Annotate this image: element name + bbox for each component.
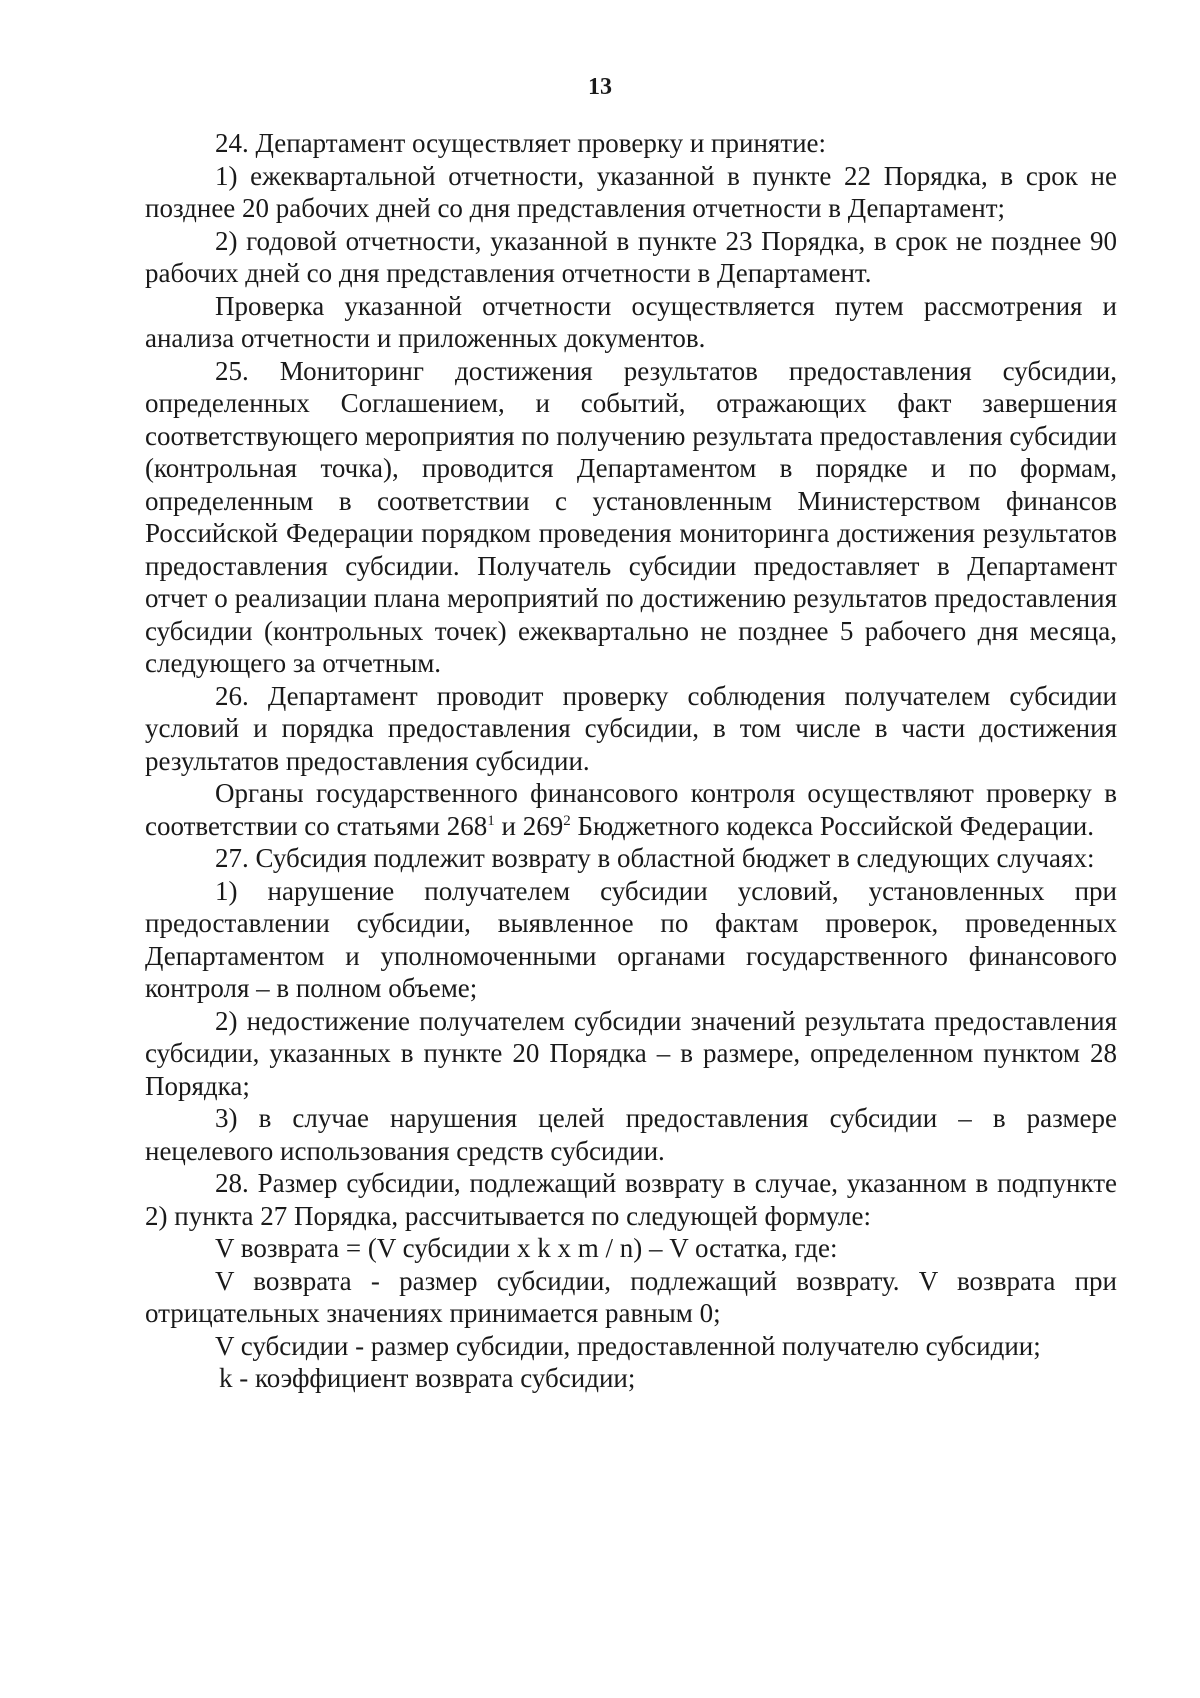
paragraph-24-check: Проверка указанной отчетности осуществляется путем рассмотрения и анализа отчетности и приложенных документов. bbox=[145, 290, 1117, 353]
formula-definition-v-subsidy: V субсидии - размер субсидии, предоставленной получателю субсидии; bbox=[215, 1330, 1041, 1361]
paragraph-24-item-2: 2) годовой отчетности, указанной в пункте 23 Порядка, в срок не позднее 90 рабочих дней со дня представления отчетности в Департамент. bbox=[145, 225, 1117, 288]
formula-definition-v-return: V возврата - размер субсидии, подлежащий возврату. V возврата при отрицательных значениях принимается равным 0; bbox=[145, 1265, 1117, 1328]
document-body bbox=[145, 127, 1117, 1395]
articles-text-before: Органы государственного финансового контроля осуществляют проверку в соответствии со статьями 268 bbox=[145, 778, 1117, 841]
paragraph-28: 28. Размер субсидии, подлежащий возврату в случае, указанном в подпункте 2) пункта 27 Порядка, рассчитывается по следующей формуле: bbox=[145, 1168, 1117, 1231]
articles-text-after: Бюджетного кодекса Российской Федерации. bbox=[570, 810, 1094, 841]
paragraph-27-item-1: 1) нарушение получателем субсидии условий, установленных при предоставлении субсидии, выявленное по фактам проверок, проведенных Департаментом и уполномоченными органами государственного финансового контроля – в полном объеме; bbox=[145, 875, 1117, 1003]
paragraph-25: 25. Мониторинг достижения результатов предоставления субсидии, определенных Соглашением, и событий, отражающих факт завершения соответствующего мероприятия по получению результата предоставления субсидии (контрольная точка), проводится Департаментом в порядке и по формам, определенным в соответствии с установленным Министерством финансов Российской Федерации порядком проведения мониторинга достижения результатов предоставления субсидии. Получатель субсидии предоставляет в Департамент отчет о реализации плана мероприятий по достижению результатов предоставления субсидии (контрольных точек) ежеквартально не позднее 5 рабочего дня месяца, следующего за отчетным. bbox=[145, 355, 1117, 678]
formula-definition-k: k - коэффициент возврата субсидии; bbox=[219, 1363, 636, 1393]
formula-line: V возврата = (V субсидии x k x m / n) – V остатка, где: bbox=[215, 1233, 838, 1263]
paragraph-27-item-3: 3) в случае нарушения целей предоставления субсидии – в размере нецелевого использования средств субсидии. bbox=[145, 1103, 1117, 1166]
paragraph-26: 26. Департамент проводит проверку соблюдения получателем субсидии условий и порядка предоставления субсидии, в том числе в части достижения результатов предоставления субсидии. bbox=[145, 680, 1117, 776]
paragraph-24-item-1: 1) ежеквартальной отчетности, указанной в пункте 22 Порядка, в срок не позднее 20 рабочих дней со дня представления отчетности в Департамент; bbox=[145, 160, 1117, 223]
paragraph-27: 27. Субсидия подлежит возврату в областной бюджет в следующих случаях: bbox=[215, 843, 1095, 873]
paragraph-27-item-2: 2) недостижение получателем субсидии значений результата предоставления субсидии, указанных в пункте 20 Порядка – в размере, определенном пунктом 28 Порядка; bbox=[145, 1005, 1117, 1101]
paragraph-26-control-bodies bbox=[145, 777, 1117, 842]
paragraph-24: 24. Департамент осуществляет проверку и принятие: bbox=[215, 128, 827, 158]
article-269-superscript: 2 bbox=[563, 812, 571, 829]
article-268-superscript: 1 bbox=[487, 812, 495, 829]
page-number: 13 bbox=[588, 74, 612, 100]
articles-text-middle: и 269 bbox=[494, 810, 564, 841]
